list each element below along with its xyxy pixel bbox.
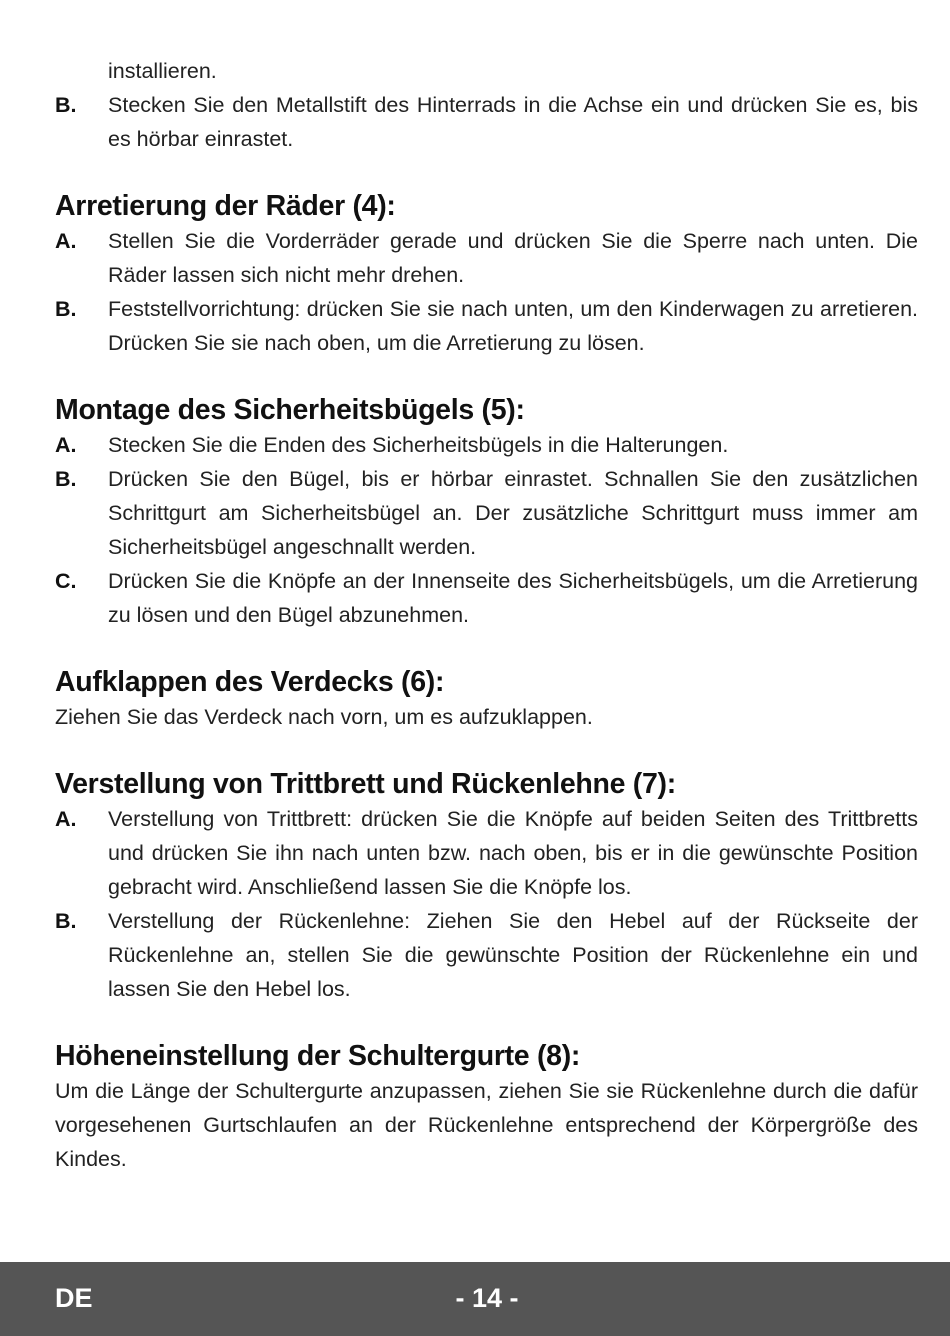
section-wheel-lock [55,188,918,360]
item-text: Drücken Sie den Bügel, bis er hörbar einrastet. Schnallen Sie den zusätzlichen Schrittgurt am Sicherheitsbügel an. Der zusätzliche Schrittgurt muss immer am Sicherheitsbügel angeschnallt werden. [108,467,918,559]
item-text: Verstellung von Trittbrett: drücken Sie die Knöpfe auf beiden Seiten des Trittbretts und drücken Sie ihn nach unten bzw. nach oben, bis er in die gewünschte Position gebracht wird. Anschließend lassen Sie die Knöpfe los. [108,807,918,899]
item-letter: A. [55,433,77,457]
item-letter: B. [55,93,77,117]
section-paragraph: Ziehen Sie das Verdeck nach vorn, um es aufzuklappen. [55,705,593,729]
list-item [55,292,918,360]
item-text: Stecken Sie den Metallstift des Hinterrads in die Achse ein und drücken Sie es, bis es hörbar einrastet. [108,93,918,151]
section-heading: Arretierung der Räder (4): [55,190,396,222]
section-heading: Aufklappen des Verdecks (6): [55,666,445,698]
section-canopy [55,664,918,734]
list-item [55,564,918,632]
list-item [55,802,918,904]
item-text: Stecken Sie die Enden des Sicherheitsbügels in die Halterungen. [108,433,729,457]
list-item [55,88,918,156]
section-safety-bar [55,392,918,632]
item-text: Stellen Sie die Vorderräder gerade und drücken Sie die Sperre nach unten. Die Räder lassen sich nicht mehr drehen. [108,229,918,287]
list-item [55,428,918,462]
item-letter: B. [55,297,77,321]
item-letter: B. [55,467,77,491]
list-item [55,904,918,1006]
item-text: Feststellvorrichtung: drücken Sie sie nach unten, um den Kinderwagen zu arretieren. Drücken Sie sie nach oben, um die Arretierung zu lösen. [108,297,918,355]
list-item [55,462,918,564]
item-letter: A. [55,807,77,831]
item-letter: A. [55,229,77,253]
item-letter: B. [55,909,77,933]
list-item [55,224,918,292]
section-shoulder-straps [55,1038,918,1176]
language-label: DE [55,1283,93,1313]
section-paragraph: Um die Länge der Schultergurte anzupassen, ziehen Sie sie Rückenlehne durch die dafür vorgesehenen Gurtschlaufen an der Rückenlehne entsprechend der Körpergröße des Kindes. [55,1079,918,1171]
page-content [55,54,918,1176]
item-text: Drücken Sie die Knöpfe an der Innenseite des Sicherheitsbügels, um die Arretierung zu lösen und den Bügel abzunehmen. [108,569,918,627]
section-heading: Verstellung von Trittbrett und Rückenlehne (7): [55,768,676,800]
section-heading: Höheneinstellung der Schultergurte (8): [55,1040,581,1072]
section-heading: Montage des Sicherheitsbügels (5): [55,394,525,426]
page-number: - 14 - [455,1283,519,1313]
section-footrest-backrest [55,766,918,1006]
item-letter: C. [55,569,77,593]
item-text: Verstellung der Rückenlehne: Ziehen Sie den Hebel auf der Rückseite der Rückenlehne an, stellen Sie die gewünschte Position der Rückenlehne ein und lassen Sie den Hebel los. [108,909,918,1001]
page-footer [0,1262,950,1336]
continued-text: installieren. [108,59,217,83]
